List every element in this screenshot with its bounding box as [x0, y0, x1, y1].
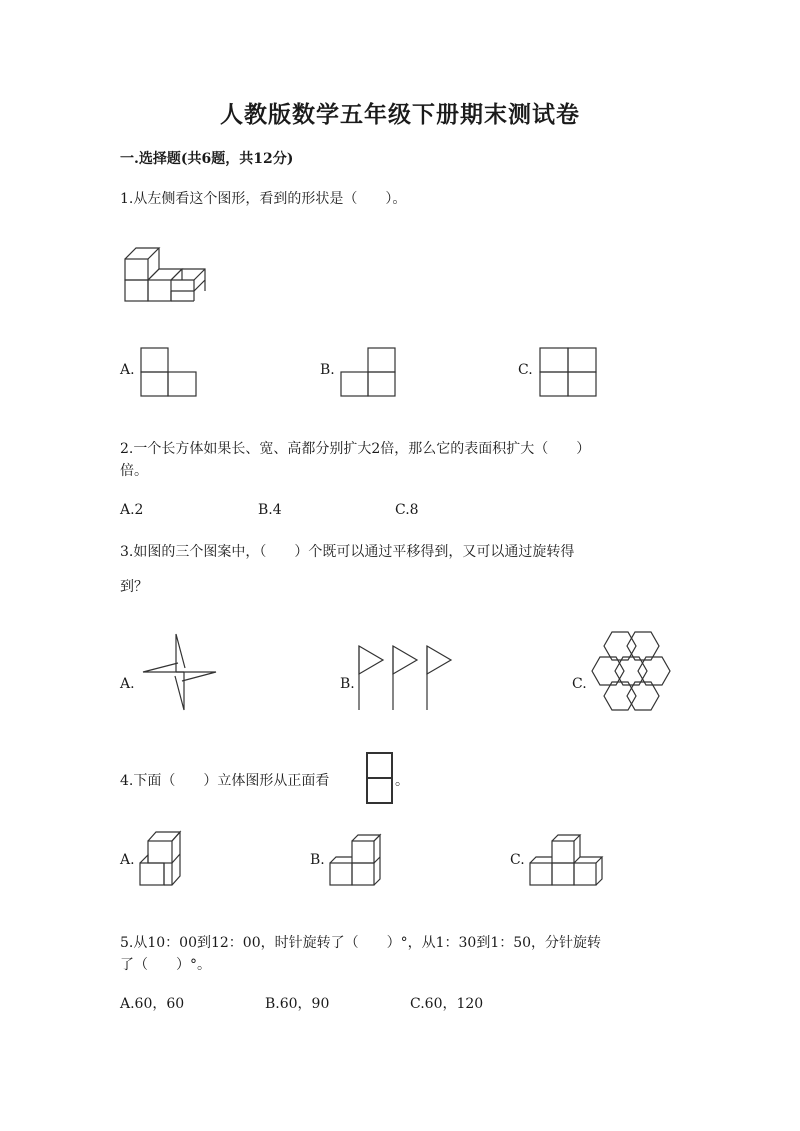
question-3-line-2: 到？	[120, 579, 148, 595]
q4-option-c-cubes	[528, 834, 606, 888]
q4-option-a-label[interactable]: A.	[120, 852, 135, 868]
q4-option-b-label[interactable]: B.	[310, 852, 325, 868]
q3-option-b-label[interactable]: B.	[340, 676, 355, 692]
q3-hexagon-figure	[591, 632, 667, 710]
q1-option-c-figure	[539, 347, 599, 399]
q4-option-b-cubes	[328, 834, 384, 888]
q5-option-c[interactable]: C.60，120	[410, 996, 484, 1012]
q4-option-a-cubes	[138, 828, 182, 888]
question-5-line-2: 了（ ）°。	[120, 957, 211, 973]
question-5-line-1: 5.从10：00到12：00，时针旋转了（ ）°，从1：30到1：50，分针旋转	[120, 935, 602, 951]
q1-option-a-figure	[140, 347, 200, 399]
q2-option-b[interactable]: B.4	[258, 502, 282, 518]
question-1-text: 1.从左侧看这个图形，看到的形状是（ ）。	[120, 191, 407, 207]
question-4-text-before: 4.下面（ ）立体图形从正面看	[120, 773, 330, 789]
question-2-line-1: 2.一个长方体如果长、宽、高都分别扩大2倍，那么它的表面积扩大（ ）	[120, 441, 591, 457]
question-2-line-2: 倍。	[120, 463, 148, 479]
q1-option-b-label[interactable]: B.	[320, 362, 335, 378]
q5-option-b[interactable]: B.60，90	[265, 996, 330, 1012]
q3-option-c-label[interactable]: C.	[572, 676, 587, 692]
page-title: 人教版数学五年级下册期末测试卷	[220, 101, 580, 128]
q3-flags-figure	[355, 644, 455, 712]
q5-option-a[interactable]: A.60，60	[120, 996, 185, 1012]
q3-option-a-label[interactable]: A.	[120, 676, 135, 692]
q4-front-view-figure	[366, 752, 394, 806]
q3-pinwheel-figure	[140, 632, 220, 712]
q1-option-a-label[interactable]: A.	[120, 362, 135, 378]
q2-option-c[interactable]: C.8	[395, 502, 419, 518]
section-heading: 一.选择题(共6题，共12分)	[120, 151, 294, 167]
question-3-line-1: 3.如图的三个图案中，（ ）个既可以通过平移得到，又可以通过旋转得	[120, 544, 575, 560]
q2-option-a[interactable]: A.2	[120, 502, 144, 518]
q1-cube-figure	[120, 240, 210, 305]
q1-option-b-figure	[340, 347, 400, 399]
q4-option-c-label[interactable]: C.	[510, 852, 525, 868]
question-4-text-after: 。	[395, 773, 409, 789]
q1-option-c-label[interactable]: C.	[518, 362, 533, 378]
